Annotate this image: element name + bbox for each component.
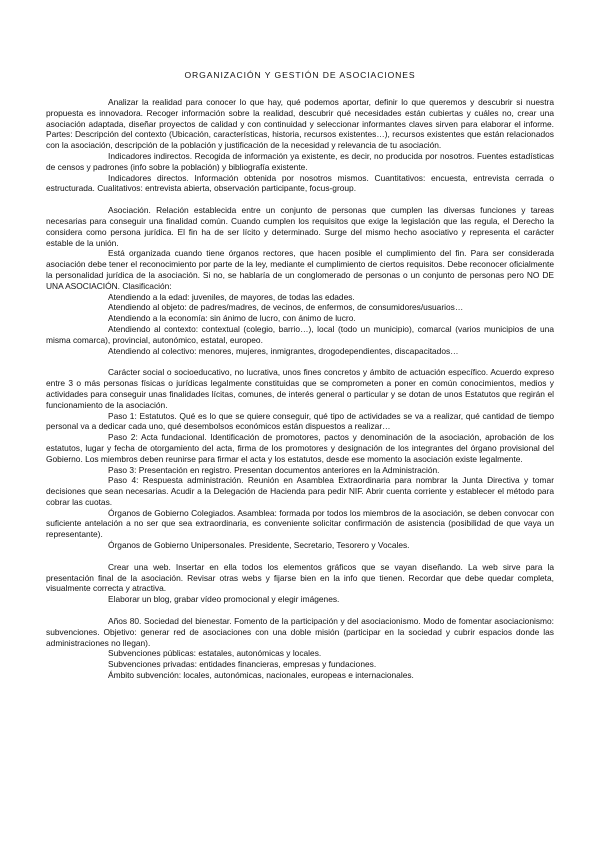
classification-economy: Atendiendo a la economía: sin ánimo de lucro, con ánimo de lucro. <box>108 313 356 324</box>
classification-object: Atendiendo al objeto: de padres/madres, de vecinos, de enfermos, de consumidores/usuarios… <box>108 302 464 313</box>
paragraph-social-character: Carácter social o socioeducativo, no lucrativa, unos fines concretos y ámbito de actuación específico. Acuerdo expreso entre 3 o más personas físicas o jurídicas legalmente constituidas que se comprometen a poner en común conocimientos, medios y actividades para conseguir unas finalidades lícitas, comunes, de interés general o particular y se dotan de unos Estatutos que regirán el funcionamiento de la asociación. <box>46 367 554 410</box>
subsidies-public: Subvenciones públicas: estatales, autonómicas y locales. <box>108 648 322 659</box>
paragraph-step-1: Paso 1: Estatutos. Qué es lo que se quiere conseguir, qué tipo de actividades se va a realizar, qué cantidad de tiempo personal va a dedicar cada uno, qué desembolsos económicos están dispuestos a realizar… <box>46 410 554 432</box>
classification-collective: Atendiendo al colectivo: menores, mujeres, inmigrantes, drogodependientes, discapacitados… <box>108 345 459 356</box>
paragraph-analysis: Analizar la realidad para conocer lo que hay, qué podemos aportar, definir lo que queremos y descubrir si nuestra propuesta es innovadora. Recoger información sobre la realidad, descubrir qué necesidades están cubiertas y cuáles no, crear una asociación adaptada, diseñar proyectos de calidad y con continuidad y seleccionar informantes claves sirven para elaborar el informe. Partes: Descripción del contexto (Ubicación, características, historia, recursos existentes…), recursos existentes que están relacionados con la asociación, descripción de la población y justificación de la necesidad y relevancia de tu asociación. <box>46 97 554 151</box>
paragraph-association-definition: Asociación. Relación establecida entre un conjunto de personas que cumplen las diversas funciones y tareas necesarias para conseguir una finalidad común. Cuando cumplen los requisitos que exige la legislación que las regula, el Derecho la considera como persona jurídica. El fin ha de ser lícito y determinado. Surge del mismo hecho asociativo y representa el carácter estable de la unión. <box>46 205 554 248</box>
paragraph-80s: Años 80. Sociedad del bienestar. Fomento de la participación y del asociacionismo. Modo de fomentar asociacionismo: subvenciones. Objetivo: generar red de asociaciones con una doble misión (participar en la sociedad y cubrir espacios donde las administraciones no llegan). <box>46 616 554 648</box>
subsidies-scope: Ámbito subvención: locales, autonómicas, nacionales, europeas e internacionales. <box>108 670 414 681</box>
paragraph-create-web: Crear una web. Insertar en ella todos los elementos gráficos que se vayan diseñando. La web sirve para la presentación final de la asociación. Revisar otras webs y fijarse bien en la info que tienen. Recordar que debe quedar completa, visualmente correcta y atractiva. <box>46 561 554 594</box>
paragraph-step-2: Paso 2: Acta fundacional. Identificación de promotores, pactos y denominación de la asociación, aprobación de los estatutos, lugar y fecha de otorgamiento del acta, firma de los promotores y designación de los integrantes del órgano provisional del Gobierno. Los miembros deben reunirse para firmar el acta y los estatutos, desde ese momento la asociación existe legalmente. <box>46 432 554 464</box>
paragraph-collegiate-bodies: Órganos de Gobierno Colegiados. Asamblea: formada por todos los miembros de la asociación, se deben convocar con suficiente antelación a no ser que sea extraordinaria, es conveniente solicitar confirmación de asistencia (posibilidad de que vaya un representante). <box>46 507 554 540</box>
paragraph-step-3: Paso 3: Presentación en registro. Presentan documentos anteriores en la Administración. <box>108 464 440 475</box>
paragraph-blog: Elaborar un blog, grabar vídeo promocional y elegir imágenes. <box>108 594 340 605</box>
classification-context: Atendiendo al contexto: contextual (colegio, barrio…), local (todo un municipio), comarcal (varios municipios de una misma comarca), provincial, autonómico, estatal, europeo. <box>46 323 554 345</box>
paragraph-step-4: Paso 4: Respuesta administración. Reunión en Asamblea Extraordinaria para nombrar la Junta Directiva y tomar decisiones que sean necesarias. Acudir a la Delegación de Hacienda para pedir NIF. Abrir cuenta corriente y establecer el método para cobrar las cuotas. <box>46 475 554 507</box>
paragraph-direct-indicators: Indicadores directos. Información obtenida por nosotros mismos. Cuantitativos: encuesta, entrevista cerrada o estructurada. Cualitativos: entrevista abierta, observación participante, focus-group. <box>46 172 554 194</box>
paragraph-unipersonal-bodies: Órganos de Gobierno Unipersonales. Presidente, Secretario, Tesorero y Vocales. <box>108 540 410 551</box>
subsidies-private: Subvenciones privadas: entidades financieras, empresas y fundaciones. <box>108 659 377 670</box>
classification-age: Atendiendo a la edad: juveniles, de mayores, de todas las edades. <box>108 291 355 302</box>
document-title: ORGANIZACIÓN Y GESTIÓN DE ASOCIACIONES <box>184 70 416 80</box>
paragraph-organization: Está organizada cuando tiene órganos rectores, que hacen posible el cumplimiento del fin. Para ser considerada asociación debe tener el reconocimiento por parte de la ley, mediante el cumplimiento de ciertos requisitos. Debe reconocer oficialmente la personalidad jurídica de la asociación. Si no, se hablaría de un conglomerado de personas o un conjunto de personas pero NO DE UNA ASOCIACIÓN. Clasificación: <box>46 248 554 291</box>
paragraph-indirect-indicators: Indicadores indirectos. Recogida de información ya existente, es decir, no producida por nosotros. Fuentes estadísticas de censos y padrones (info sobre la población) y bibliografía existente. <box>46 150 554 172</box>
